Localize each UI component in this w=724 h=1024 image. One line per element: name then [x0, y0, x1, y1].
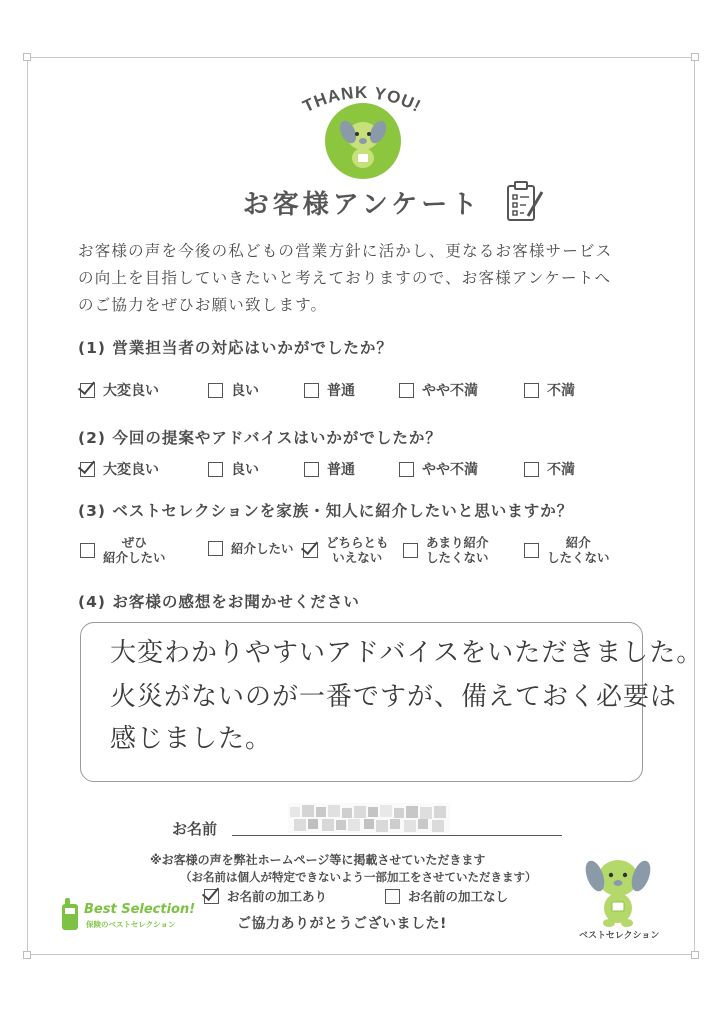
q1-option-slightly-dissatisfied[interactable]: やや不満: [399, 380, 478, 400]
checkbox[interactable]: [304, 383, 319, 398]
corner-mark: [691, 951, 699, 959]
logo-title: Best Selection!: [84, 902, 196, 917]
q1-option-normal[interactable]: 普通: [304, 380, 355, 400]
checkbox[interactable]: [80, 543, 95, 558]
logo-subtitle: 保険のベストセレクション: [86, 920, 176, 929]
q2-option-normal[interactable]: 普通: [304, 459, 355, 479]
q1-option-good[interactable]: 良い: [208, 380, 259, 400]
q2-option-very-good[interactable]: 大変良い: [80, 459, 159, 479]
intro-line: の向上を目指していきたいと考えておりますので、お客様アンケートへ: [78, 269, 612, 287]
name-mosaic-redacted: [288, 803, 450, 833]
clipboard-icon: [504, 180, 546, 224]
corner-mark: [23, 53, 31, 61]
q3-option-neutral[interactable]: どちらとも いえない: [303, 535, 389, 565]
intro-line: のご協力をぜひお願い致します。: [78, 296, 328, 314]
checkbox[interactable]: [524, 543, 539, 558]
name-processing-yes[interactable]: お名前の加工あり: [204, 887, 327, 905]
comment-line: 感じました。: [110, 724, 273, 754]
q2-option-good[interactable]: 良い: [208, 459, 259, 479]
mascot-caption: ベストセレクション: [579, 931, 660, 941]
corner-mark: [691, 53, 699, 61]
checkbox[interactable]: [399, 462, 414, 477]
q1-option-dissatisfied[interactable]: 不満: [524, 380, 575, 400]
q3-option-would-not[interactable]: 紹介 したくない: [524, 535, 610, 565]
q3-option-not-really[interactable]: あまり紹介 したくない: [403, 535, 489, 565]
name-label: お名前: [172, 820, 218, 838]
intro-text: [78, 238, 648, 319]
svg-text:THANK YOU!: THANK YOU!: [299, 82, 425, 117]
checkbox-checked[interactable]: [303, 543, 318, 558]
checkbox[interactable]: [524, 383, 539, 398]
question-2-label: (2) 今回の提案やアドバイスはいかがでしたか？: [78, 429, 442, 447]
anonymization-note: （お名前は個人が特定できないよう一部加工をさせていただきます）: [180, 870, 537, 884]
checkbox-checked[interactable]: [204, 889, 219, 904]
name-field[interactable]: [232, 835, 562, 836]
checkbox[interactable]: [399, 383, 414, 398]
name-processing-no[interactable]: お名前の加工なし: [385, 887, 508, 905]
checkbox[interactable]: [208, 462, 223, 477]
closing-message: ご協力ありがとうございました!: [237, 916, 447, 932]
page-title: お客様アンケート: [242, 190, 482, 220]
question-4-label: (4) お客様の感想をお聞かせください: [78, 593, 360, 611]
q3-option-definitely[interactable]: ぜひ 紹介したい: [80, 535, 166, 565]
publication-note: ※お客様の声を弊社ホームページ等に掲載させていただきます: [150, 853, 486, 867]
checkbox[interactable]: [208, 383, 223, 398]
corner-mark: [23, 951, 31, 959]
q1-option-very-good[interactable]: 大変良い: [80, 380, 159, 400]
question-1-label: (1) 営業担当者の対応はいかがでしたか？: [78, 339, 393, 357]
checkbox-checked[interactable]: [80, 383, 95, 398]
q3-option-would-recommend[interactable]: 紹介したい: [208, 541, 294, 556]
q2-option-dissatisfied[interactable]: 不満: [524, 459, 575, 479]
checkbox[interactable]: [208, 541, 223, 556]
checkbox[interactable]: [304, 462, 319, 477]
checkbox[interactable]: [403, 543, 418, 558]
comment-line: 大変わかりやすいアドバイスをいただきました。: [110, 638, 704, 668]
question-3-label: (3) ベストセレクションを家族・知人に紹介したいと思いますか？: [78, 502, 574, 520]
checkbox-checked[interactable]: [80, 462, 95, 477]
intro-line: お客様の声を今後の私どもの営業方針に活かし、更なるお客様サービス: [78, 242, 613, 260]
mascot-dog-icon: [324, 102, 402, 180]
checkbox[interactable]: [524, 462, 539, 477]
mascot-dog-icon: [580, 854, 656, 928]
q2-option-slightly-dissatisfied[interactable]: やや不満: [399, 459, 478, 479]
comment-line: 火災がないのが一番ですが、備えておく必要は: [110, 682, 678, 712]
checkbox[interactable]: [385, 889, 400, 904]
